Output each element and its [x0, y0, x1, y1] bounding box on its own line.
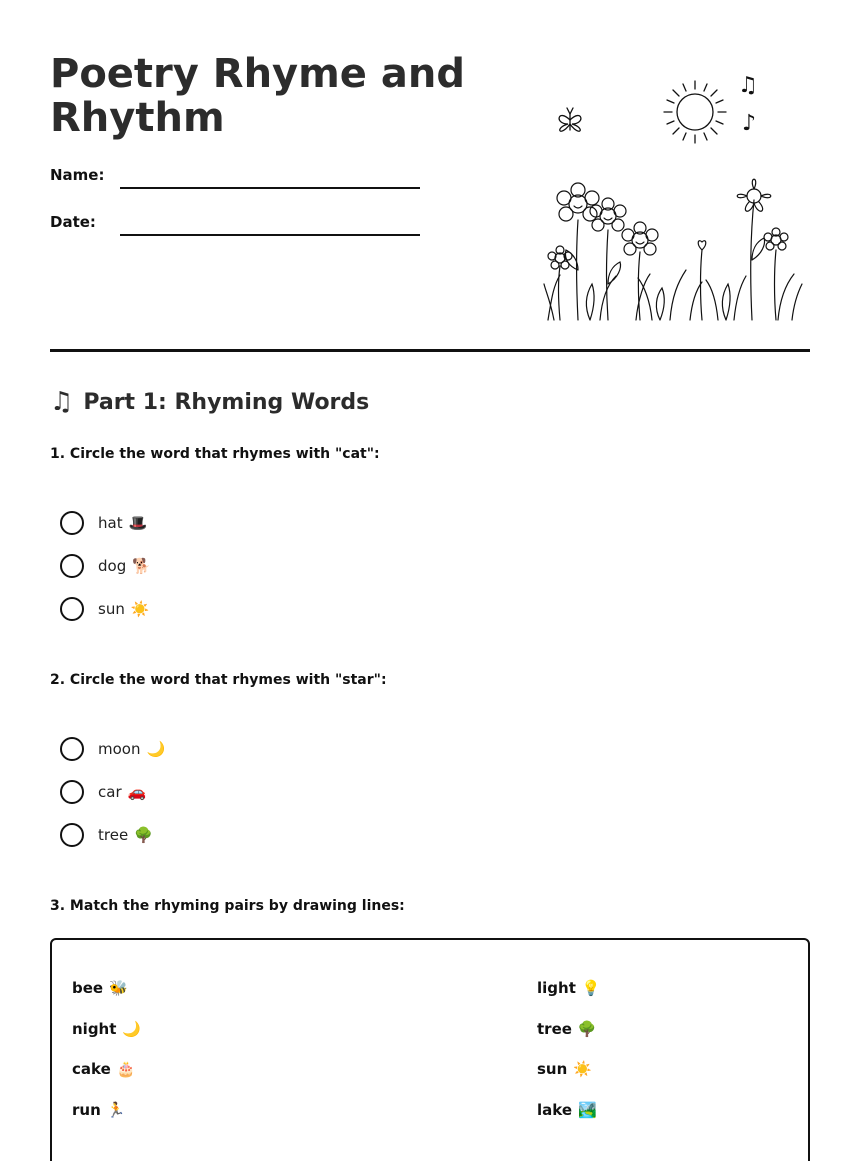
- name-label: Name:: [50, 166, 105, 184]
- option-moon[interactable]: [60, 736, 165, 762]
- match-left-run[interactable]: [72, 1101, 125, 1119]
- match-word: bee: [72, 979, 104, 997]
- radio-circle[interactable]: [60, 780, 84, 804]
- match-word: lake: [537, 1101, 573, 1119]
- sun-icon: [664, 81, 726, 143]
- match-left-night[interactable]: [72, 1020, 141, 1038]
- top-hat-icon: 🎩: [128, 514, 148, 532]
- sun-icon: ☀️: [130, 600, 150, 618]
- match-right-lake[interactable]: [537, 1101, 597, 1119]
- option-label: sun: [98, 600, 125, 618]
- tree-icon: 🌳: [134, 826, 153, 844]
- worksheet-title: Poetry Rhyme and Rhythm: [50, 51, 465, 141]
- date-label: Date:: [50, 213, 96, 231]
- part1-heading: [50, 389, 369, 415]
- car-icon: 🚗: [127, 783, 147, 801]
- option-label: dog: [98, 557, 127, 575]
- lightbulb-icon: 💡: [581, 979, 601, 997]
- match-right-sun[interactable]: [537, 1060, 592, 1078]
- flower-garden-illustration: [540, 70, 810, 330]
- option-label: tree: [98, 826, 129, 844]
- radio-circle[interactable]: [60, 823, 84, 847]
- radio-circle[interactable]: [60, 511, 84, 535]
- dog-icon: 🐕: [132, 557, 151, 575]
- butterfly-icon: [559, 108, 581, 131]
- option-dog[interactable]: [60, 553, 151, 579]
- radio-circle[interactable]: [60, 554, 84, 578]
- radio-circle[interactable]: [60, 737, 84, 761]
- option-sun[interactable]: [60, 596, 150, 622]
- question-1: 1. Circle the word that rhymes with "cat":: [50, 446, 380, 462]
- flowers-icon: [544, 179, 802, 320]
- music-notes-icon: ♫: [738, 73, 758, 98]
- match-word: night: [72, 1020, 117, 1038]
- moon-icon: 🌙: [122, 1020, 142, 1038]
- cake-icon: 🎂: [116, 1060, 136, 1078]
- match-word: cake: [72, 1060, 111, 1078]
- match-word: sun: [537, 1060, 568, 1078]
- match-right-light[interactable]: [537, 979, 601, 997]
- match-left-bee[interactable]: [72, 979, 128, 997]
- option-hat[interactable]: [60, 510, 147, 536]
- match-left-cake[interactable]: [72, 1060, 135, 1078]
- music-note-icon: ♪: [742, 111, 757, 136]
- date-line[interactable]: [120, 234, 420, 236]
- question-3: 3. Match the rhyming pairs by drawing lines:: [50, 898, 405, 914]
- header-divider: [50, 349, 810, 352]
- lake-icon: 🏞️: [578, 1101, 597, 1119]
- match-word: run: [72, 1101, 101, 1119]
- option-label: moon: [98, 740, 141, 758]
- radio-circle[interactable]: [60, 597, 84, 621]
- name-line[interactable]: [120, 187, 420, 189]
- tree-icon: 🌳: [577, 1020, 597, 1038]
- match-right-tree[interactable]: [537, 1020, 597, 1038]
- matching-box: [50, 938, 810, 1161]
- option-label: hat: [98, 514, 123, 532]
- option-tree[interactable]: [60, 822, 153, 848]
- part1-heading-text: Part 1: Rhyming Words: [83, 389, 370, 415]
- match-word: light: [537, 979, 576, 997]
- runner-icon: 🏃: [106, 1101, 126, 1119]
- music-note-icon: ♫: [50, 387, 74, 417]
- moon-icon: 🌙: [146, 740, 166, 758]
- option-car[interactable]: [60, 779, 146, 805]
- sun-icon: ☀️: [573, 1060, 592, 1078]
- question-2: 2. Circle the word that rhymes with "star":: [50, 672, 387, 688]
- option-label: car: [98, 783, 122, 801]
- match-word: tree: [537, 1020, 572, 1038]
- bee-icon: 🐝: [109, 979, 128, 997]
